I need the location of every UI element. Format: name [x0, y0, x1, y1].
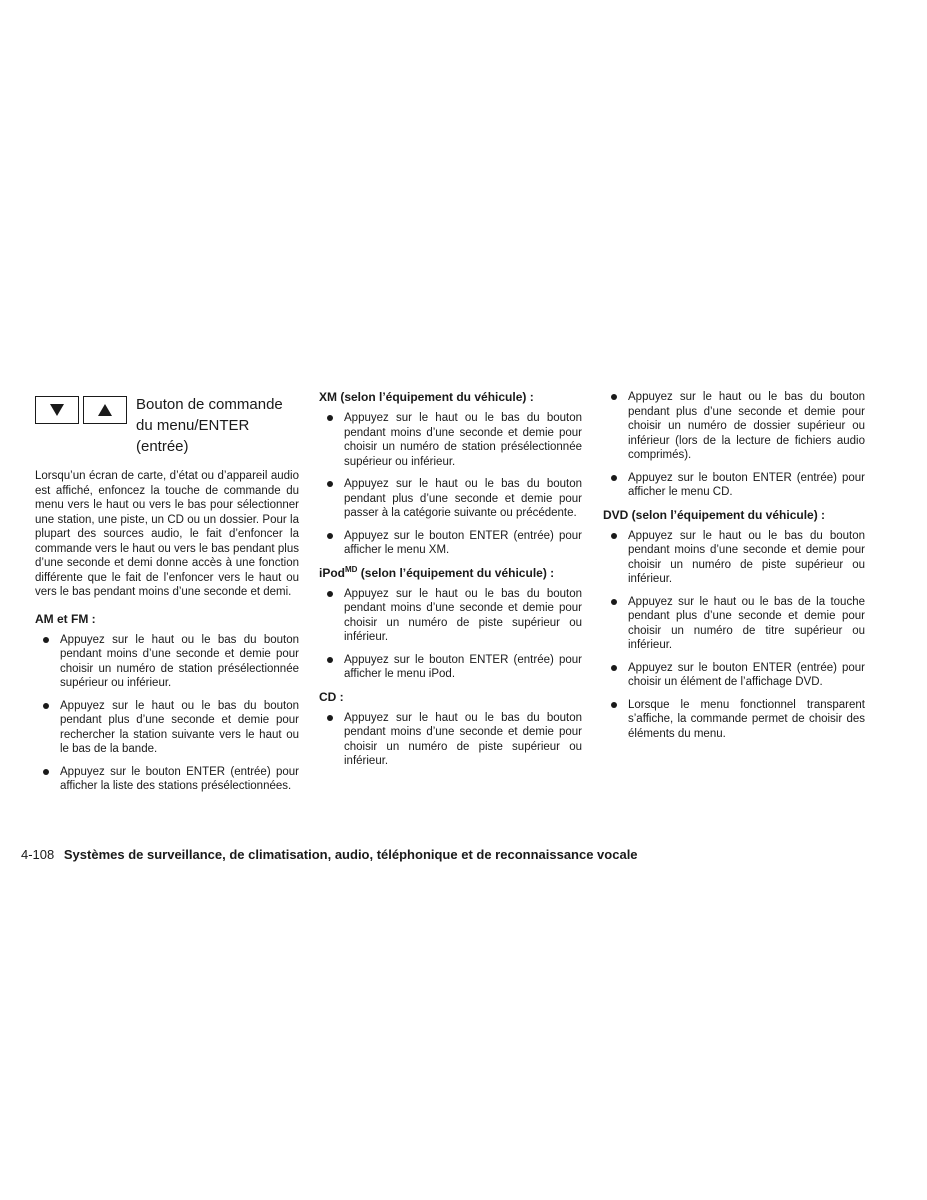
up-triangle-icon: [97, 403, 113, 417]
bullet-icon: [611, 533, 617, 539]
list-item: [603, 471, 865, 500]
bullet-icon: [327, 415, 333, 421]
xm-section: [319, 390, 582, 558]
list-item-text: Appuyez sur le haut ou le bas du bouton pendant moins d’une seconde et demie pour choisir un numéro de piste supérieur ou inférieur.: [344, 711, 582, 767]
list-item: [603, 595, 865, 653]
chapter-title: Systèmes de surveillance, de climatisation, audio, téléphonique et de reconnaissance vocale: [63, 847, 638, 862]
bullet-icon: [43, 637, 49, 643]
list-item-text: Appuyez sur le haut ou le bas du bouton pendant plus d’une seconde et demie pour rechercher la station suivante vers le haut ou le bas de la bande.: [60, 699, 299, 755]
down-triangle-icon: [49, 403, 65, 417]
column-left: [35, 390, 299, 802]
list-item: [319, 711, 582, 769]
list-item: [319, 653, 582, 682]
cd-section: [319, 690, 582, 769]
list-item: [603, 390, 865, 463]
ipod-heading-main: iPod: [319, 565, 345, 580]
list-item-text: Appuyez sur le haut ou le bas du bouton pendant plus d’une seconde et demie pour passer à la catégorie suivante ou précédente.: [344, 478, 582, 519]
page-footer: [21, 846, 638, 864]
down-key: [35, 396, 79, 424]
list-item-text: Appuyez sur le haut ou le bas du bouton pendant moins d’une seconde et demie pour choisir un numéro de station présélectionnée supérieur ou inférieur.: [344, 412, 582, 468]
page-number: 4-108: [21, 847, 55, 862]
list-item: [319, 477, 582, 521]
list-item: [603, 661, 865, 690]
section-title-line-3: (entrée): [136, 438, 189, 455]
list-item-text: Appuyez sur le haut ou le bas de la touche pendant plus d’une seconde et demie pour choisir un numéro de titre supérieur ou inférieur.: [628, 595, 865, 651]
ipod-heading-sup: MD: [345, 564, 358, 574]
list-item-text: Appuyez sur le bouton ENTER (entrée) pour afficher le menu CD.: [628, 471, 865, 498]
list-item: [35, 699, 299, 757]
section-title-line-1: Bouton de commande: [136, 396, 283, 413]
button-header: [35, 394, 299, 457]
xm-list: [319, 411, 582, 558]
intro-paragraph: Lorsqu’un écran de carte, d’état ou d’appareil audio est affiché, enfoncez la touche de commande du menu vers le haut ou vers le bas pour sélectionner une station, une piste, un CD ou un dossier. Pour la plupart des sources audio, le fait d’enfoncer la commande vers le haut ou vers le bas pendant plus d’une seconde et demi donne accès à une fonction différente que le fait de l’enfoncer vers le haut ou vers le bas pendant moins d’une seconde et demi.: [35, 470, 299, 598]
list-item-text: Appuyez sur le bouton ENTER (entrée) pour afficher le menu XM.: [344, 529, 582, 556]
list-item: [319, 411, 582, 469]
bullet-icon: [611, 665, 617, 671]
section-title-line-2: du menu/ENTER: [136, 417, 250, 434]
list-item-text: Lorsque le menu fonctionnel transparent s’affiche, la commande permet de choisir des éléments du menu.: [628, 698, 865, 740]
list-item-text: Appuyez sur le bouton ENTER (entrée) pour choisir un élément de l’affichage DVD.: [628, 661, 865, 688]
am-fm-section: [35, 612, 299, 794]
bullet-icon: [43, 769, 49, 775]
am-fm-heading: AM et FM :: [35, 611, 96, 626]
list-item: [603, 529, 865, 587]
dvd-list: [603, 529, 865, 742]
up-key: [83, 396, 127, 424]
cd-list-col2: [319, 711, 582, 769]
bullet-icon: [611, 702, 617, 708]
list-item: [319, 587, 582, 645]
cd-list-col3: [603, 390, 865, 500]
bullet-icon: [327, 533, 333, 539]
bullet-icon: [611, 475, 617, 481]
section-title: [136, 394, 296, 457]
xm-heading: XM (selon l’équipement du véhicule) :: [319, 390, 534, 404]
list-item-text: Appuyez sur le haut ou le bas du bouton pendant moins d’une seconde et demie pour choisir un numéro de piste supérieur ou inférieur.: [344, 587, 582, 643]
list-item-text: Appuyez sur le haut ou le bas du bouton pendant moins d’une seconde et demie pour choisir un numéro de piste supérieur ou inférieur.: [628, 529, 865, 585]
list-item-text: Appuyez sur le bouton ENTER (entrée) pour afficher la liste des stations présélectionnées.: [60, 765, 299, 792]
list-item-text: Appuyez sur le haut ou le bas du bouton pendant moins d’une seconde et demie pour choisir un numéro de station présélectionnée supérieur ou inférieur.: [60, 633, 299, 689]
bullet-icon: [611, 599, 617, 605]
ipod-section: [319, 566, 582, 682]
ipod-heading-rest: (selon l’équipement du véhicule) :: [357, 565, 555, 580]
bullet-icon: [327, 481, 333, 487]
list-item: [35, 765, 299, 794]
bullet-icon: [327, 715, 333, 721]
column-middle: [319, 390, 582, 777]
bullet-icon: [327, 657, 333, 663]
cd-heading: CD :: [319, 689, 344, 704]
list-item-text: Appuyez sur le bouton ENTER (entrée) pour afficher le menu iPod.: [344, 653, 582, 680]
bullet-icon: [43, 703, 49, 709]
dvd-section: [603, 508, 865, 742]
ipod-list: [319, 587, 582, 682]
list-item: [603, 698, 865, 742]
dvd-heading: DVD (selon l’équipement du véhicule) :: [603, 507, 826, 522]
am-fm-list: [35, 633, 299, 794]
bullet-icon: [327, 591, 333, 597]
column-right: [603, 390, 865, 749]
list-item: [35, 633, 299, 691]
list-item: [319, 529, 582, 558]
ipod-heading: [319, 566, 582, 581]
bullet-icon: [611, 394, 617, 400]
list-item-text: Appuyez sur le haut ou le bas du bouton pendant plus d’une seconde et demie pour choisir un numéro de dossier supérieur ou inférieur (lors de la lecture de fichiers audio comprimés).: [628, 391, 865, 461]
